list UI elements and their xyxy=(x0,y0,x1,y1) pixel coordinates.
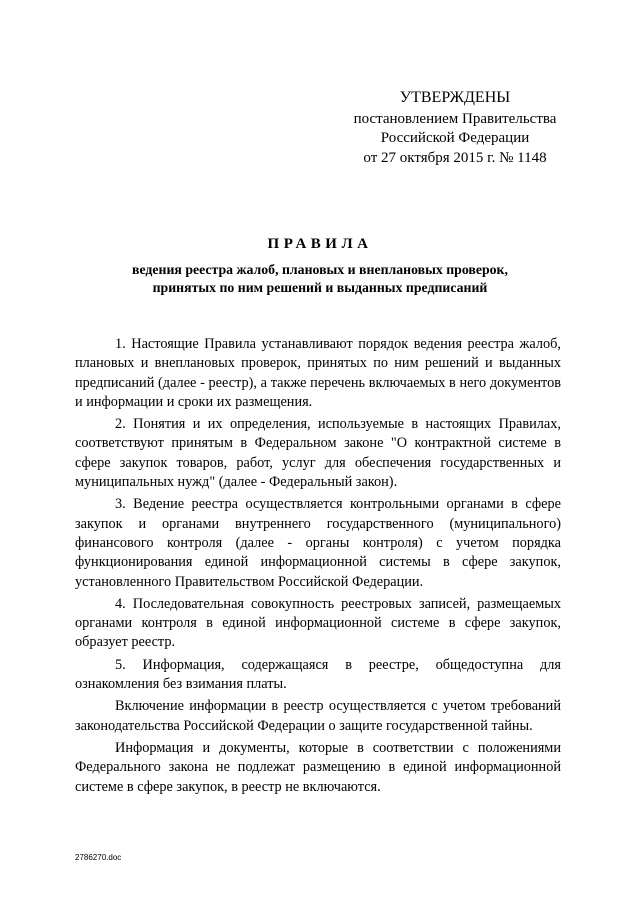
subtitle-line-1: ведения реестра жалоб, плановых и внеплановых проверок, xyxy=(132,262,508,277)
paragraph-6: Включение информации в реестр осуществляется с учетом требований законодательства Российской Федерации о защите государственной тайны. xyxy=(75,698,561,734)
paragraph-7: Информация и документы, которые в соответствии с положениями Федерального закона не подлежат размещению в единой информационной системе в сфере закупок, в реестр не включаются. xyxy=(75,739,561,795)
paragraph-2: 2. Понятия и их определения, используемые в настоящих Правилах, соответствуют принятым в Федеральном законе "О контрактной системе в сфере закупок товаров, работ, услуг для обеспечения государственных и муниципальных нужд" (далее - Федеральный закон). xyxy=(75,416,561,491)
approval-line-1: постановлением Правительства xyxy=(353,110,557,127)
paragraph-4: 4. Последовательная совокупность реестровых записей, размещаемых органами контроля в единой информационной системе в сфере закупок, образует реестр. xyxy=(75,595,561,651)
paragraph-1: 1. Настоящие Правила устанавливают порядок ведения реестра жалоб, плановых и внеплановых проверок, принятых по ним решений и выданных предписаний (далее - реестр), а также перечень включаемых в него документов и информации и сроки их размещения. xyxy=(75,336,561,410)
document-body xyxy=(75,335,561,800)
approval-line-3: от 27 октября 2015 г. № 1148 xyxy=(363,149,547,166)
approval-heading: УТВЕРЖДЕНЫ xyxy=(399,89,511,106)
approval-line-2: Российской Федерации xyxy=(380,130,530,146)
document-title: ПРАВИЛА xyxy=(267,236,373,252)
paragraph-3: 3. Ведение реестра осуществляется контрольными органами в сфере закупок и органами внутреннего государственного (муниципального) финансового контроля (далее - органы контроля) с учетом порядка функционирования единой информационной системы в сфере закупок, установленного Правительством Российской Федерации. xyxy=(75,496,561,590)
subtitle-line-2: принятых по ним решений и выданных предписаний xyxy=(152,280,488,295)
file-name-footer: 2786270.doc xyxy=(75,853,122,862)
document-subtitle xyxy=(90,261,550,297)
approval-block xyxy=(330,88,580,168)
paragraph-5: 5. Информация, содержащаяся в реестре, общедоступна для ознакомления без взимания платы. xyxy=(75,656,561,693)
